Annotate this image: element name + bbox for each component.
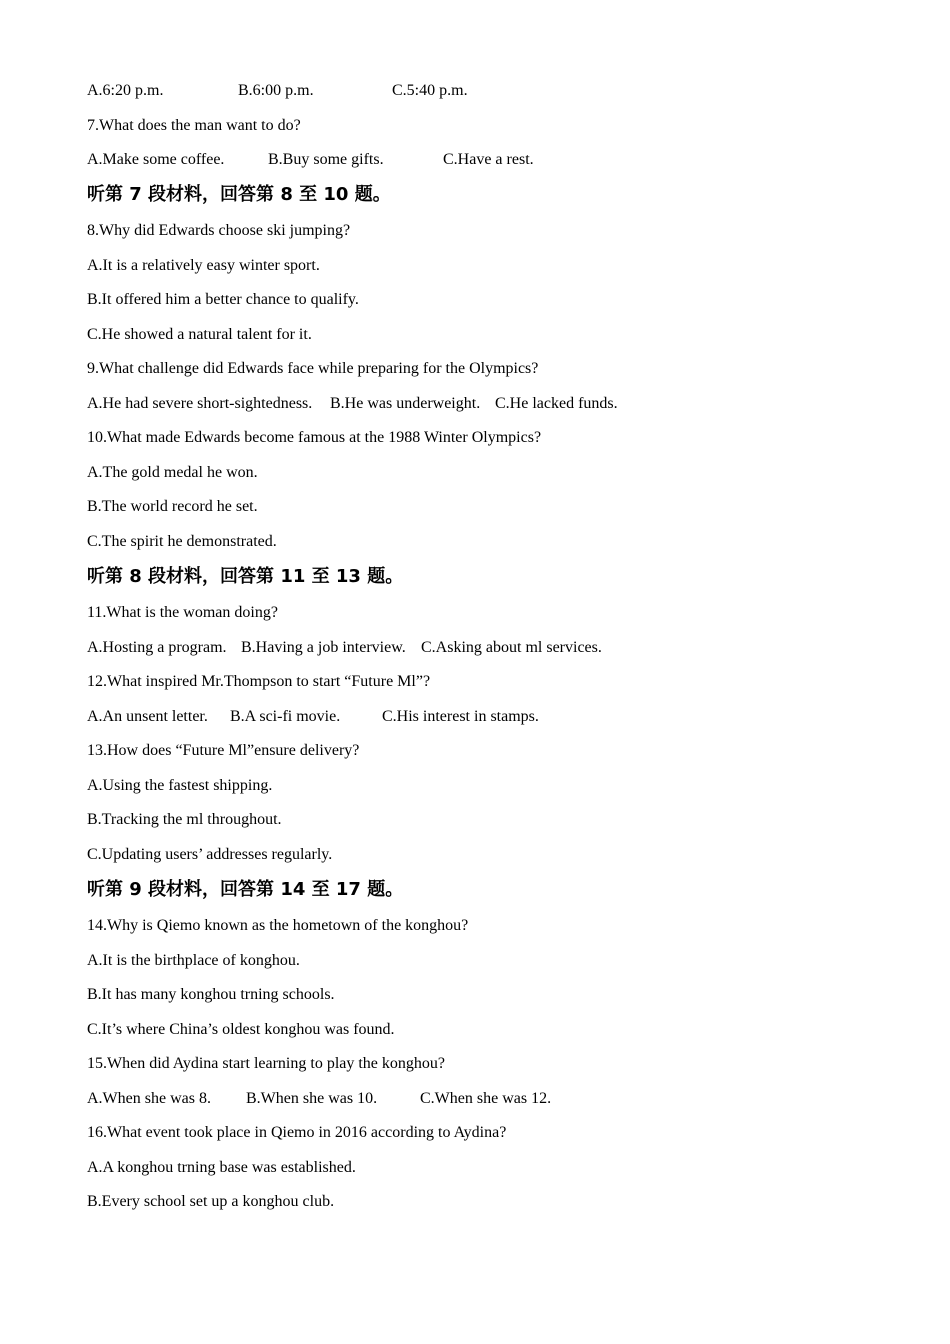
option-line: A.It is the birthplace of konghou. (87, 952, 300, 969)
section-heading: 听第 7 段材料，回答第 8 至 10 题。 (87, 184, 391, 205)
question-13: 13.How does “Future Ml”ensure delivery? (87, 742, 360, 759)
option-line: C.It’s where China’s oldest konghou was found. (87, 1021, 395, 1038)
question-12: 12.What inspired Mr.Thompson to start “Future Ml”? (87, 673, 431, 690)
question-11: 11.What is the woman doing? (87, 604, 278, 621)
option-c: C.5:40 p.m. (392, 82, 468, 99)
option-b: B.When she was 10. (246, 1090, 378, 1107)
question-8: 8.Why did Edwards choose ski jumping? (87, 222, 351, 239)
section-heading: 听第 9 段材料，回答第 14 至 17 题。 (87, 879, 404, 900)
option-c: C.Asking about ml services. (421, 639, 602, 656)
option-line: C.He showed a natural talent for it. (87, 326, 312, 343)
option-a: A.6:20 p.m. (87, 82, 164, 99)
question-14: 14.Why is Qiemo known as the hometown of the konghou? (87, 917, 469, 934)
option-c: C.His interest in stamps. (382, 708, 539, 725)
question-16: 16.What event took place in Qiemo in 2016 according to Aydina? (87, 1124, 507, 1141)
option-line: A.The gold medal he won. (87, 464, 258, 481)
option-a: A.He had severe short-sightedness. (87, 395, 313, 412)
option-b: B.6:00 p.m. (238, 82, 314, 99)
option-a: A.Make some coffee. (87, 151, 225, 168)
question-10: 10.What made Edwards become famous at the 1988 Winter Olympics? (87, 429, 542, 446)
section-heading: 听第 8 段材料，回答第 11 至 13 题。 (87, 566, 404, 587)
option-line: B.It has many konghou trning schools. (87, 986, 335, 1003)
option-a: A.An unsent letter. (87, 708, 208, 725)
option-b: B.A sci-fi movie. (230, 708, 341, 725)
option-line: C.Updating users’ addresses regularly. (87, 846, 333, 863)
option-c: C.He lacked funds. (495, 395, 618, 412)
option-c: C.When she was 12. (420, 1090, 552, 1107)
option-line: A.It is a relatively easy winter sport. (87, 257, 320, 274)
option-b: B.He was underweight. (330, 395, 481, 412)
question-7: 7.What does the man want to do? (87, 117, 301, 134)
question-9: 9.What challenge did Edwards face while preparing for the Olympics? (87, 360, 539, 377)
option-line: B.The world record he set. (87, 498, 258, 515)
option-a: A.When she was 8. (87, 1090, 211, 1107)
option-b: B.Having a job interview. (241, 639, 406, 656)
option-a: A.Hosting a program. (87, 639, 227, 656)
option-line: B.It offered him a better chance to qualify. (87, 291, 359, 308)
option-line: B.Tracking the ml throughout. (87, 811, 282, 828)
option-line: C.The spirit he demonstrated. (87, 533, 277, 550)
option-c: C.Have a rest. (443, 151, 534, 168)
question-15: 15.When did Aydina start learning to play the konghou? (87, 1055, 446, 1072)
option-line: B.Every school set up a konghou club. (87, 1193, 335, 1210)
option-line: A.A konghou trning base was established. (87, 1159, 356, 1176)
option-line: A.Using the fastest shipping. (87, 777, 273, 794)
option-b: B.Buy some gifts. (268, 151, 384, 168)
